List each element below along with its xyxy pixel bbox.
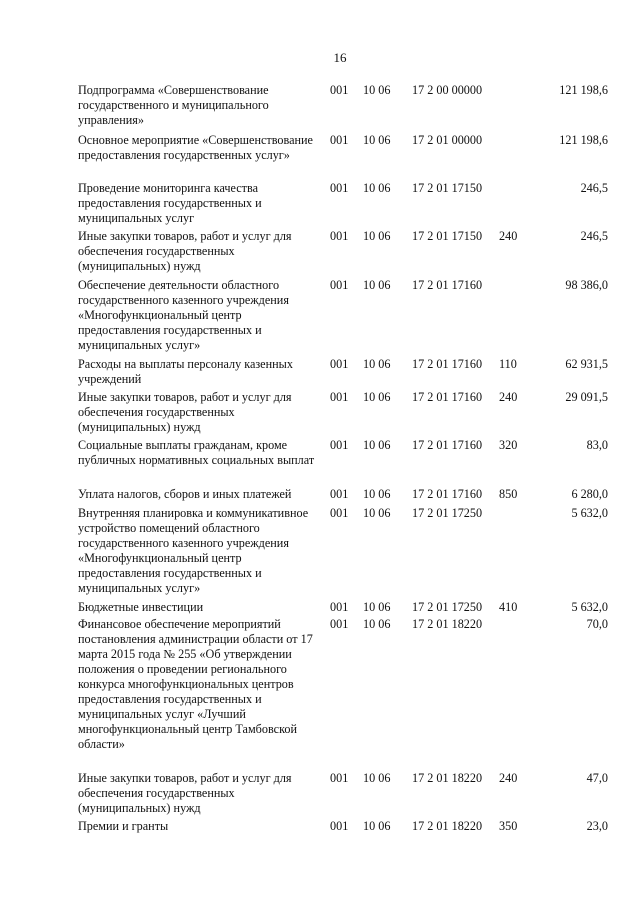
row-name: Расходы на выплаты персоналу казенных учреждений: [78, 357, 293, 386]
row-amount: 246,5: [580, 229, 608, 243]
row-section-code: 10 06: [363, 438, 391, 452]
row-target-code: 17 2 01 17150: [412, 229, 483, 243]
row-target-code: 17 2 01 00000: [412, 133, 483, 147]
row-admin-code: 001: [330, 506, 349, 520]
row-admin-code: 001: [330, 390, 349, 404]
row-target-code: 17 2 01 17160: [412, 278, 483, 292]
row-name: Уплата налогов, сборов и иных платежей: [78, 487, 292, 501]
row-admin-code: 001: [330, 487, 349, 501]
row-target-code: 17 2 01 17250: [412, 600, 483, 614]
row-target-code: 17 2 01 17150: [412, 181, 483, 195]
row-section-code: 10 06: [363, 357, 391, 371]
row-amount: 5 632,0: [571, 600, 608, 614]
row-target-code: 17 2 01 17160: [412, 357, 483, 371]
row-admin-code: 001: [330, 617, 349, 631]
row-section-code: 10 06: [363, 229, 391, 243]
row-admin-code: 001: [330, 278, 349, 292]
row-name: Иные закупки товаров, работ и услуг для обеспечения государственных (муниципальных) нужд: [78, 229, 292, 273]
row-section-code: 10 06: [363, 390, 391, 404]
row-section-code: 10 06: [363, 181, 391, 195]
row-target-code: 17 2 01 18220: [412, 771, 483, 785]
row-target-code: 17 2 01 17160: [412, 487, 483, 501]
row-target-code: 17 2 01 17160: [412, 390, 483, 404]
row-admin-code: 001: [330, 357, 349, 371]
row-admin-code: 001: [330, 438, 349, 452]
row-expense-type: 110: [499, 357, 517, 371]
row-target-code: 17 2 01 18220: [412, 819, 483, 833]
row-target-code: 17 2 01 18220: [412, 617, 483, 631]
row-expense-type: 240: [499, 229, 518, 243]
row-amount: 47,0: [586, 771, 608, 785]
row-admin-code: 001: [330, 229, 349, 243]
row-name: Социальные выплаты гражданам, кроме публичных нормативных социальных выплат: [78, 438, 315, 467]
row-target-code: 17 2 01 17160: [412, 438, 483, 452]
row-name: Бюджетные инвестиции: [78, 600, 204, 614]
row-name: Премии и гранты: [78, 819, 169, 833]
row-amount: 6 280,0: [571, 487, 608, 501]
row-amount: 121 198,6: [559, 83, 608, 97]
row-amount: 121 198,6: [559, 133, 608, 147]
row-section-code: 10 06: [363, 600, 391, 614]
row-amount: 62 931,5: [565, 357, 608, 371]
row-amount: 5 632,0: [571, 506, 608, 520]
row-amount: 98 386,0: [565, 278, 608, 292]
row-expense-type: 410: [499, 600, 518, 614]
row-section-code: 10 06: [363, 83, 391, 97]
row-expense-type: 350: [499, 819, 518, 833]
row-section-code: 10 06: [363, 278, 391, 292]
row-target-code: 17 2 01 17250: [412, 506, 483, 520]
row-section-code: 10 06: [363, 487, 391, 501]
row-expense-type: 320: [499, 438, 518, 452]
row-admin-code: 001: [330, 181, 349, 195]
row-name: Подпрограмма «Совершенствование государственного и муниципального управления»: [78, 83, 269, 127]
row-name: Основное мероприятие «Совершенствование предоставления государственных услуг»: [78, 133, 313, 162]
row-admin-code: 001: [330, 83, 349, 97]
row-target-code: 17 2 00 00000: [412, 83, 483, 97]
row-section-code: 10 06: [363, 819, 391, 833]
row-amount: 246,5: [580, 181, 608, 195]
row-expense-type: 850: [499, 487, 518, 501]
row-name: Проведение мониторинга качества предоставления государственных и муниципальных услуг: [78, 181, 262, 225]
row-admin-code: 001: [330, 600, 349, 614]
row-admin-code: 001: [330, 133, 349, 147]
row-amount: 29 091,5: [565, 390, 608, 404]
row-section-code: 10 06: [363, 617, 391, 631]
row-section-code: 10 06: [363, 133, 391, 147]
row-section-code: 10 06: [363, 506, 391, 520]
row-expense-type: 240: [499, 771, 518, 785]
row-amount: 23,0: [586, 819, 608, 833]
row-name: Обеспечение деятельности областного государственного казенного учреждения «Многофункциональный центр предоставления государственных и муниципальных услуг»: [78, 278, 289, 352]
row-amount: 83,0: [586, 438, 608, 452]
row-name: Финансовое обеспечение мероприятий постановления администрации области от 17 марта 2015 года № 255 «Об утверждении положения о проведении регионального конкурса многофункциональных центров предоставления государственных и муниципальных услуг «Лучший многофункциональный центр Тамбовской области»: [78, 617, 313, 751]
row-expense-type: 240: [499, 390, 518, 404]
row-name: Внутренняя планировка и коммуникативное устройство помещений областного государственного казенного учреждения «Многофункциональный центр предоставления государственных и муниципальных услуг»: [78, 506, 309, 595]
row-admin-code: 001: [330, 771, 349, 785]
row-section-code: 10 06: [363, 771, 391, 785]
row-admin-code: 001: [330, 819, 349, 833]
row-name: Иные закупки товаров, работ и услуг для обеспечения государственных (муниципальных) нужд: [78, 771, 292, 815]
page-number: 16: [333, 50, 347, 65]
row-amount: 70,0: [586, 617, 608, 631]
row-name: Иные закупки товаров, работ и услуг для обеспечения государственных (муниципальных) нужд: [78, 390, 292, 434]
